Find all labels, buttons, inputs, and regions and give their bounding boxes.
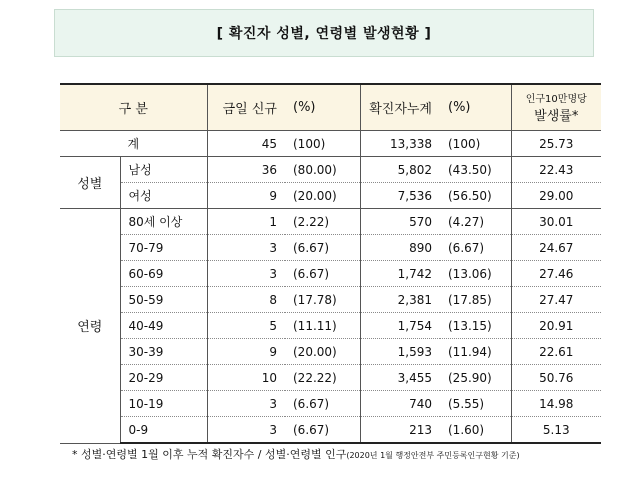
table-row-total: [60, 131, 601, 157]
group-label-age: 연령: [60, 209, 120, 444]
cell-new: 36: [207, 157, 285, 183]
header-cumulative: 확진자누계: [360, 84, 440, 131]
table-row: [60, 209, 601, 235]
cell-rate: 29.00: [511, 183, 601, 209]
header-today-new: 금일 신규: [207, 84, 285, 131]
cell-new: 3: [207, 235, 285, 261]
table-row: [60, 261, 601, 287]
cell-cum: 570: [360, 209, 440, 235]
table-row: [60, 235, 601, 261]
header-pct1: (%): [285, 84, 360, 131]
cell-new-pct: (6.67): [285, 417, 360, 444]
cell-rate: 30.01: [511, 209, 601, 235]
table-row: [60, 287, 601, 313]
cell-cum: 7,536: [360, 183, 440, 209]
cell-new: 8: [207, 287, 285, 313]
cell-new-pct: (17.78): [285, 287, 360, 313]
table-row: [60, 391, 601, 417]
footnote-source: (2020년 1월 행정안전부 주민등록인구현황 기준): [346, 451, 520, 460]
stats-table: [60, 83, 601, 444]
table-row: [60, 339, 601, 365]
footnote: [72, 446, 520, 462]
table-header-row: [60, 84, 601, 131]
header-category: 구 분: [60, 84, 207, 131]
cell-cum: 5,802: [360, 157, 440, 183]
cell-new-pct: (6.67): [285, 261, 360, 287]
table-row: [60, 313, 601, 339]
cell-cum: 213: [360, 417, 440, 444]
cell-cum: 1,593: [360, 339, 440, 365]
header-rate-line1: 인구10만명당: [525, 93, 587, 105]
row-label: 70-79: [120, 235, 207, 261]
row-label: 80세 이상: [120, 209, 207, 235]
cell-cum: 740: [360, 391, 440, 417]
cell-new: 9: [207, 339, 285, 365]
cell-cum-pct: (56.50): [440, 183, 511, 209]
cell-new: 3: [207, 391, 285, 417]
cell-new-pct: (2.22): [285, 209, 360, 235]
table-row: [60, 183, 601, 209]
cell-new: 10: [207, 365, 285, 391]
cell-cum-pct: (43.50): [440, 157, 511, 183]
cell-rate: 25.73: [511, 131, 601, 157]
cell-cum: 2,381: [360, 287, 440, 313]
cell-new: 3: [207, 417, 285, 444]
cell-cum-pct: (6.67): [440, 235, 511, 261]
cell-new-pct: (6.67): [285, 391, 360, 417]
cell-rate: 20.91: [511, 313, 601, 339]
table-row: [60, 157, 601, 183]
row-label: 50-59: [120, 287, 207, 313]
cell-cum: 1,742: [360, 261, 440, 287]
header-rate: [511, 84, 601, 131]
cell-new: 5: [207, 313, 285, 339]
cell-rate: 24.67: [511, 235, 601, 261]
cell-cum-pct: (13.15): [440, 313, 511, 339]
table-row: [60, 417, 601, 444]
header-pct2: (%): [440, 84, 511, 131]
cell-rate: 5.13: [511, 417, 601, 444]
cell-new-pct: (100): [285, 131, 360, 157]
cell-cum: 1,754: [360, 313, 440, 339]
row-label: 여성: [120, 183, 207, 209]
page-title: [54, 9, 594, 57]
cell-new-pct: (20.00): [285, 339, 360, 365]
cell-new: 3: [207, 261, 285, 287]
table-row: [60, 365, 601, 391]
footnote-main: * 성별·연령별 1월 이후 누적 확진자수 / 성별·연령별 인구: [72, 448, 347, 461]
cell-rate: 22.61: [511, 339, 601, 365]
cell-cum: 13,338: [360, 131, 440, 157]
row-label: 10-19: [120, 391, 207, 417]
row-label: 30-39: [120, 339, 207, 365]
cell-rate: 14.98: [511, 391, 601, 417]
cell-rate: 27.46: [511, 261, 601, 287]
header-rate-line2: 발생률*: [534, 108, 579, 124]
cell-new-pct: (20.00): [285, 183, 360, 209]
cell-cum-pct: (4.27): [440, 209, 511, 235]
row-label: 60-69: [120, 261, 207, 287]
cell-new-pct: (11.11): [285, 313, 360, 339]
cell-rate: 27.47: [511, 287, 601, 313]
group-label-sex: 성별: [60, 157, 120, 209]
cell-cum-pct: (1.60): [440, 417, 511, 444]
cell-cum-pct: (25.90): [440, 365, 511, 391]
cell-new: 9: [207, 183, 285, 209]
row-label: 0-9: [120, 417, 207, 444]
cell-rate: 22.43: [511, 157, 601, 183]
cell-cum-pct: (11.94): [440, 339, 511, 365]
cell-cum: 890: [360, 235, 440, 261]
cell-new-pct: (80.00): [285, 157, 360, 183]
row-label: 40-49: [120, 313, 207, 339]
row-label: 남성: [120, 157, 207, 183]
cell-cum-pct: (100): [440, 131, 511, 157]
cell-new: 45: [207, 131, 285, 157]
cell-cum: 3,455: [360, 365, 440, 391]
cell-cum-pct: (5.55): [440, 391, 511, 417]
cell-new: 1: [207, 209, 285, 235]
row-label: 20-29: [120, 365, 207, 391]
cell-new-pct: (22.22): [285, 365, 360, 391]
page-title-text: [ 확진자 성별, 연령별 발생현황 ]: [216, 26, 432, 42]
cell-rate: 50.76: [511, 365, 601, 391]
cell-cum-pct: (13.06): [440, 261, 511, 287]
cell-new-pct: (6.67): [285, 235, 360, 261]
cell-cum-pct: (17.85): [440, 287, 511, 313]
row-label: 계: [60, 131, 207, 157]
